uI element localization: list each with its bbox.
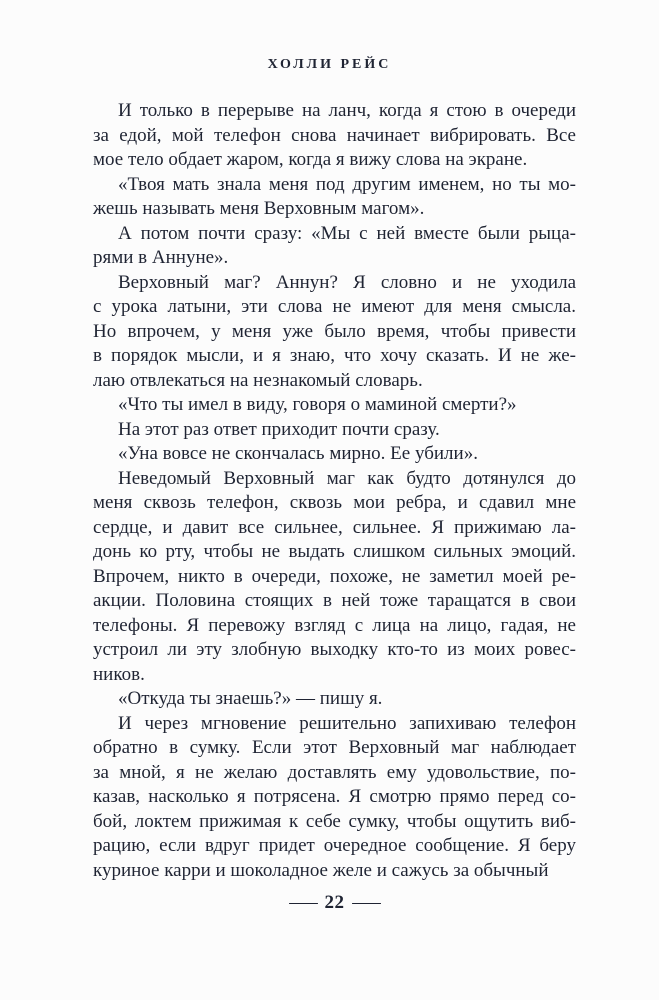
text-line: Верховный маг? Аннун? Я словно и не уходила (118, 271, 576, 293)
text-line: рацию, если вдруг придет очередное сообщение. Я беру (93, 835, 576, 856)
page-number: 22 (324, 892, 345, 913)
text-line: мое тело обдает жаром, когда я вижу слова на экране. (93, 149, 528, 170)
footer-dash-right: — (351, 892, 381, 913)
page-footer (93, 892, 576, 914)
text-line: обратно в сумку. Если этот Верховный маг наблюдает (93, 737, 576, 758)
text-line: донь ко рту, чтобы не выдать слишком сильных эмоций. (93, 541, 576, 562)
text-line: сердце, и давит все сильнее, сильнее. Я прижимаю ла- (93, 516, 576, 538)
text-line: за едой, мой телефон снова начинает вибрировать. Все (93, 124, 576, 146)
text-line: «Твоя мать знала меня под другим именем, но ты мо- (118, 173, 576, 195)
text-line: с урока латыни, эти слова не имеют для меня смысла. (93, 296, 576, 317)
text-line: Неведомый Верховный маг как будто дотянулся до (118, 467, 576, 489)
text-line: На этот раз ответ приходит почти сразу. (118, 418, 440, 440)
text-line: И через мгновение решительно запихиваю телефон (118, 712, 576, 734)
text-line: телефоны. Я перевожу взгляд с лица на лицо, гадая, не (93, 614, 576, 636)
text-line: жешь называть меня Верховным магом». (93, 198, 425, 219)
text-line: «Что ты имел в виду, говоря о маминой смерти?» (118, 394, 517, 415)
text-line: И только в перерыве на ланч, когда я стою в очереди (118, 100, 576, 121)
text-line: лаю отвлекаться на незнакомый словарь. (93, 369, 423, 391)
text-line: рями в Аннуне». (93, 247, 229, 268)
text-line: казав, насколько я потрясена. Я смотрю прямо перед со- (93, 786, 576, 807)
text-line: Впрочем, никто в очереди, похоже, не заметил моей ре- (93, 565, 576, 587)
text-line: Но впрочем, у меня уже было время, чтобы привести (93, 320, 576, 342)
text-line: в порядок мысли, и я знаю, что хочу сказать. И не же- (93, 345, 576, 366)
running-header: ХОЛЛИ РЕЙС (267, 57, 392, 72)
text-line: бой, локтем прижимая к себе сумку, чтобы ощутить виб- (93, 810, 576, 832)
text-line: меня сквозь телефон, сквозь мои ребра, и сдавил мне (93, 492, 576, 513)
text-line: куриное карри и шоколадное желе и сажусь за обычный (93, 859, 549, 881)
text-line: «Откуда ты знаешь?» — пишу я. (118, 688, 383, 709)
footer-dash-left: — (288, 892, 318, 913)
text-line: акции. Половина стоящих в ней тоже таращатся в свои (93, 590, 576, 611)
body-text (93, 99, 576, 883)
text-line: устроил ли эту злобную выходку кто-то из моих ровес- (93, 639, 576, 660)
text-line: А потом почти сразу: «Мы с ней вместе были рыца- (118, 222, 576, 244)
text-line: ников. (93, 663, 145, 685)
text-line: «Уна вовсе не скончалась мирно. Ее убили». (118, 443, 478, 464)
text-line: за мной, я не желаю доставлять ему удовольствие, по- (93, 761, 576, 783)
